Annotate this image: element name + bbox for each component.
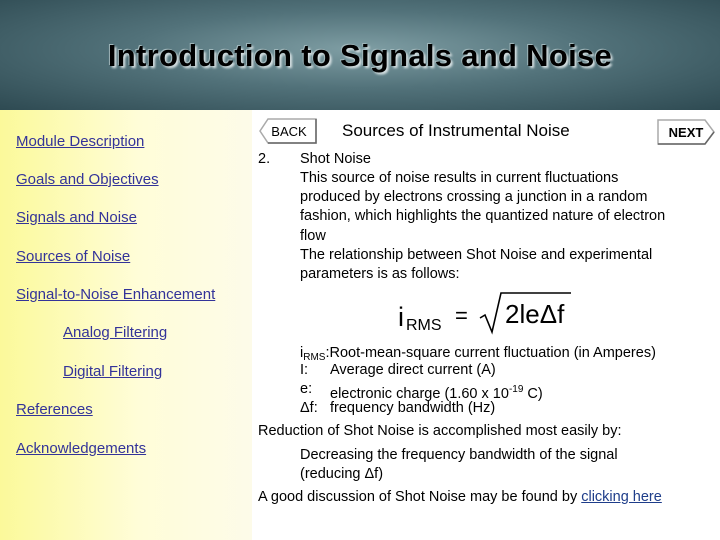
- reduction-line: Reduction of Shot Noise is accomplished most easily by:: [258, 423, 622, 439]
- back-button-label: BACK: [271, 123, 307, 139]
- reduction-method-line: (reducing Δf): [300, 466, 384, 482]
- description-line: flow: [300, 228, 326, 244]
- definition-symbol-sub: RMS: [303, 352, 326, 363]
- discussion-text: A good discussion of Shot Noise may be found by: [258, 489, 582, 505]
- shot-noise-discussion-link[interactable]: clicking here: [581, 489, 662, 505]
- sidebar-item-signal-to-noise-enhancement[interactable]: Signal-to-Noise Enhancement: [16, 286, 216, 303]
- definition-text: Root-mean-square current fluctuation (in Amperes): [329, 345, 656, 361]
- definition-symbol: Δf:: [300, 400, 318, 416]
- next-button[interactable]: [655, 117, 717, 147]
- page-title: Introduction to Signals and Noise: [107, 38, 613, 73]
- sidebar-item-module-description[interactable]: Module Description: [16, 133, 145, 150]
- next-button-label: NEXT: [668, 124, 704, 140]
- description-line: parameters is as follows:: [300, 266, 460, 282]
- reduction-method-line: Decreasing the frequency bandwidth of the signal: [300, 447, 618, 463]
- sidebar-item-signals-and-noise[interactable]: Signals and Noise: [16, 209, 137, 226]
- sidebar-item-analog-filtering[interactable]: Analog Filtering: [63, 324, 168, 341]
- formula-radicand: 2leΔf: [505, 299, 565, 329]
- formula-lhs-sub: RMS: [406, 317, 442, 334]
- formula-lhs: i: [398, 302, 404, 332]
- definition-text: Average direct current (A): [330, 362, 496, 378]
- sidebar-item-sources-of-noise[interactable]: Sources of Noise: [16, 248, 131, 265]
- description-line: produced by electrons crossing a junction in a random: [300, 189, 648, 205]
- definition-separator: :: [325, 345, 330, 361]
- definition-symbol: I:: [300, 362, 309, 378]
- shot-noise-formula: [395, 290, 575, 338]
- description-line: fashion, which highlights the quantized nature of electron: [300, 208, 666, 224]
- definition-text: frequency bandwidth (Hz): [330, 400, 496, 416]
- description-line: This source of noise results in current fluctuations: [300, 170, 619, 186]
- item-title: Shot Noise: [300, 151, 371, 167]
- sidebar-item-references[interactable]: References: [16, 401, 93, 418]
- item-number: 2.: [258, 151, 271, 167]
- section-title: Sources of Instrumental Noise: [342, 121, 570, 140]
- sidebar-item-digital-filtering[interactable]: Digital Filtering: [63, 363, 163, 380]
- formula-equals: =: [455, 303, 468, 328]
- back-button[interactable]: [258, 116, 320, 146]
- header-banner: [0, 0, 720, 110]
- discussion-line: [258, 488, 662, 507]
- description-line: The relationship between Shot Noise and experimental: [300, 247, 653, 263]
- definition-symbol: e:: [300, 381, 313, 397]
- definition-symbol: i: [300, 345, 304, 361]
- sidebar-item-goals-and-objectives[interactable]: Goals and Objectives: [16, 171, 159, 188]
- definition-text: electronic charge (1.60 x $10^{-19}$ C): [330, 384, 543, 402]
- sidebar-item-acknowledgements[interactable]: Acknowledgements: [16, 440, 147, 457]
